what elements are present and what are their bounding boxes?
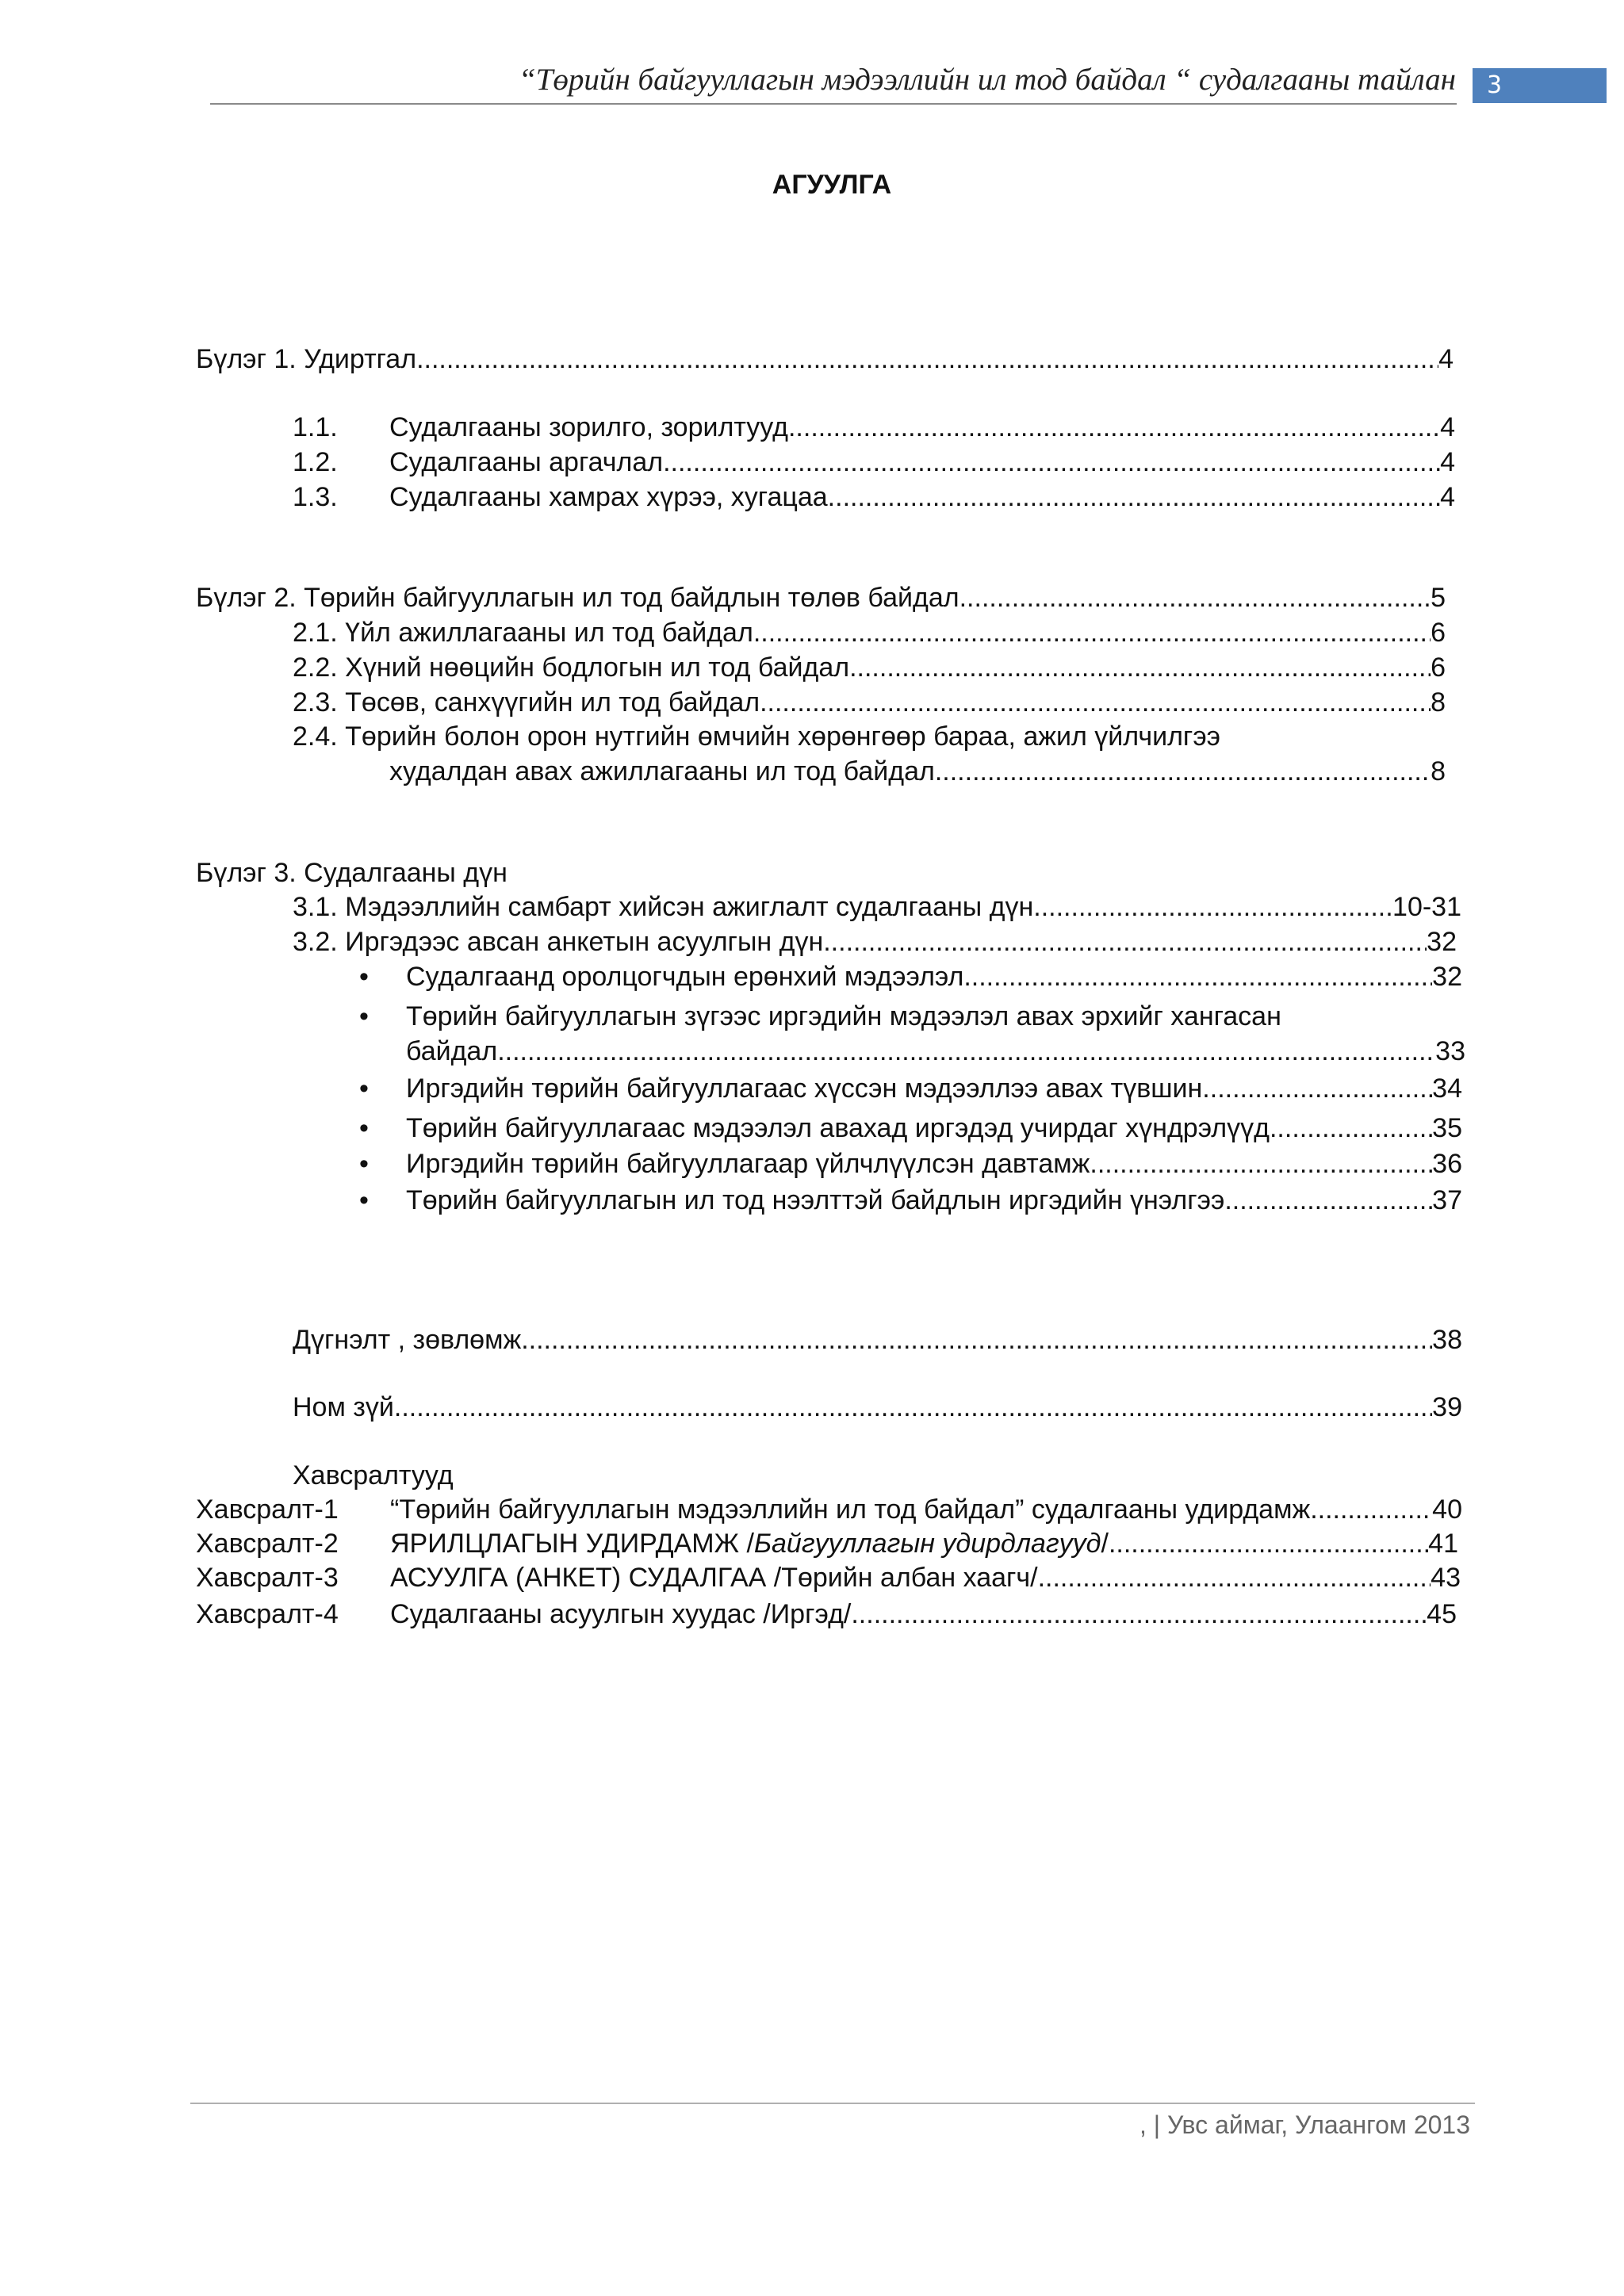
toc-page-number: 40: [1432, 1494, 1462, 1525]
toc-dot-leader: [823, 925, 1427, 959]
toc-entry-label-italic: Байгууллагын удирдлагууд: [753, 1529, 1101, 1559]
toc-entry-3-1[interactable]: [293, 890, 1461, 924]
toc-page-number: 39: [1432, 1392, 1462, 1422]
toc-page-number: 4: [1438, 344, 1454, 374]
toc-entry-label: Бүлэг 2. Төрийн байгууллагын ил тод байдлын төлөв байдал: [196, 583, 959, 613]
toc-entry-appendix-4[interactable]: [196, 1598, 1457, 1631]
toc-entry-label: байдал: [406, 1036, 498, 1066]
toc-entry-label: Судалгааны зорилго, зорилтууд: [389, 412, 788, 442]
toc-entry-label: Иргэдийн төрийн байгууллагаар үйлчлүүлсэн давтамж: [406, 1149, 1090, 1179]
toc-page-number: 5: [1431, 583, 1446, 613]
toc-page-number: 38: [1432, 1325, 1462, 1355]
toc-entry-label: /: [1101, 1529, 1109, 1559]
toc-entry-chapter-1[interactable]: [196, 342, 1454, 376]
toc-entry-appendix-3[interactable]: [196, 1561, 1461, 1594]
header-divider: [210, 103, 1457, 105]
bullet-icon: •: [359, 962, 369, 992]
toc-page-number: 4: [1440, 447, 1455, 477]
toc-page-number: 33: [1435, 1036, 1465, 1066]
toc-page-number: 35: [1432, 1113, 1462, 1143]
toc-bullet-entry-line1[interactable]: Төрийн байгууллагын зүгээс иргэдийн мэдээлэл авах эрхийг хангасан: [406, 1001, 1281, 1031]
toc-entry-2-2[interactable]: [293, 651, 1446, 684]
toc-entry-3-2[interactable]: [293, 925, 1457, 959]
toc-dot-leader: [416, 342, 1438, 376]
bullet-icon: •: [359, 1185, 369, 1215]
toc-dot-leader: [1310, 1493, 1432, 1526]
toc-page-number: 10-31: [1392, 892, 1461, 922]
toc-entry-number: Хавсралт-4: [196, 1599, 339, 1629]
toc-entry-1-3[interactable]: [293, 480, 1455, 514]
toc-dot-leader: [760, 686, 1431, 719]
toc-entry-number: Хавсралт-1: [196, 1494, 339, 1525]
toc-dot-leader: [394, 1391, 1432, 1424]
toc-page-number: 4: [1440, 412, 1455, 442]
toc-entry-label: Төрийн байгууллагаас мэдээлэл авахад иргэдэд учирдаг хүндрэлүүд: [406, 1113, 1270, 1143]
toc-dot-leader: [788, 411, 1440, 444]
toc-dot-leader: [1090, 1147, 1432, 1181]
toc-dot-leader: [849, 651, 1431, 684]
toc-page-number: 6: [1431, 652, 1446, 683]
toc-entry-label: “Төрийн байгууллагын мэдээллийн ил тод байдал” судалгааны удирдамж: [390, 1494, 1311, 1525]
toc-dot-leader: [663, 446, 1440, 479]
toc-page-number: 36: [1432, 1149, 1462, 1179]
toc-page-number: 4: [1440, 482, 1455, 512]
toc-entry-label: 2.1. Үйл ажиллагааны ил тод байдал: [293, 618, 753, 648]
toc-entry-chapter-2[interactable]: [196, 581, 1446, 614]
toc-dot-leader: [959, 581, 1431, 614]
toc-entry-2-4-line1[interactable]: 2.4. Төрийн болон орон нутгийн өмчийн хөрөнгөөр бараа, ажил үйлчилгээ: [293, 721, 1221, 752]
toc-bullet-entry[interactable]: [406, 960, 1462, 993]
toc-dot-leader: [521, 1323, 1432, 1357]
toc-entry-label: Судалгааны хамрах хүрээ, хугацаа: [389, 482, 828, 512]
toc-dot-leader: [935, 755, 1431, 788]
toc-dot-leader: [1109, 1527, 1428, 1560]
toc-entry-label: 3.2. Иргэдээс авсан анкетын асуулгын дүн: [293, 927, 824, 957]
toc-page-number: 43: [1431, 1563, 1461, 1593]
toc-entry-2-1[interactable]: [293, 616, 1446, 649]
toc-entry-1-1[interactable]: [293, 411, 1455, 444]
toc-entry-number: 1.2.: [293, 447, 338, 477]
toc-entry-label: 3.1. Мэдээллийн самбарт хийсэн ажиглалт судалгааны дүн: [293, 892, 1034, 922]
toc-page-number: 41: [1428, 1529, 1458, 1559]
toc-entry-1-2[interactable]: [293, 446, 1455, 479]
toc-entry-label: Судалгааны аргачлал: [389, 447, 664, 477]
toc-bullet-entry[interactable]: [406, 1112, 1462, 1145]
toc-bullet-entry[interactable]: [406, 1184, 1462, 1217]
bullet-icon: •: [359, 1073, 369, 1104]
toc-entry-bibliography[interactable]: [293, 1391, 1462, 1424]
footer-divider: [190, 2103, 1475, 2104]
toc-entry-label: 2.3. Төсөв, санхүүгийн ил тод байдал: [293, 687, 760, 718]
toc-page-number: 6: [1431, 618, 1446, 648]
toc-dot-leader: [1038, 1561, 1431, 1594]
toc-dot-leader: [963, 960, 1432, 993]
toc-dot-leader: [828, 480, 1440, 514]
toc-entry-number: Хавсралт-2: [196, 1529, 339, 1559]
toc-bullet-entry[interactable]: [406, 1035, 1465, 1068]
toc-page-number: 45: [1427, 1599, 1457, 1629]
toc-entry-label: худалдан авах ажиллагааны ил тод байдал: [389, 756, 935, 786]
toc-entry-label: Ном зүй: [293, 1392, 394, 1422]
toc-dot-leader: [1033, 890, 1392, 924]
toc-entry-appendix-1[interactable]: [196, 1493, 1462, 1526]
toc-bullet-entry[interactable]: [406, 1072, 1462, 1105]
toc-entry-chapter-3[interactable]: Бүлэг 3. Судалгааны дүн: [196, 858, 508, 888]
toc-dot-leader: [753, 616, 1431, 649]
toc-entry-number: 1.1.: [293, 412, 338, 442]
toc-entry-number: 1.3.: [293, 482, 338, 512]
toc-entry-number: Хавсралт-3: [196, 1563, 339, 1593]
toc-entry-label: Төрийн байгууллагын ил тод нээлттэй байдлын иргэдийн үнэлгээ: [406, 1185, 1225, 1215]
toc-entry-label: 2.2. Хүний нөөцийн бодлогын ил тод байдал: [293, 652, 850, 683]
toc-dot-leader: [1270, 1112, 1432, 1145]
toc-entry-label: АСУУЛГА (АНКЕТ) СУДАЛГАА /Төрийн албан хаагч/: [390, 1563, 1038, 1593]
toc-page-number: 32: [1432, 962, 1462, 992]
toc-page-number: 34: [1432, 1073, 1462, 1104]
bullet-icon: •: [359, 1149, 369, 1179]
page-title: АГУУЛГА: [772, 170, 892, 200]
toc-entry-label: ЯРИЛЦЛАГЫН УДИРДАМЖ /: [390, 1529, 754, 1559]
toc-entry-appendix-2[interactable]: [196, 1527, 1458, 1560]
toc-entry-2-4[interactable]: [389, 755, 1446, 788]
toc-dot-leader: [1202, 1072, 1432, 1105]
toc-dot-leader: [497, 1035, 1435, 1068]
toc-entry-conclusion[interactable]: [293, 1323, 1462, 1357]
toc-page-number: 32: [1427, 927, 1457, 957]
toc-bullet-entry[interactable]: [406, 1147, 1462, 1181]
toc-entry-2-3[interactable]: [293, 686, 1446, 719]
toc-dot-leader: [1224, 1184, 1432, 1217]
toc-dot-leader: [851, 1598, 1427, 1631]
running-header-title: “Төрийн байгууллагын мэдээллийн ил тод байдал “ судалгааны тайлан: [519, 63, 1456, 97]
bullet-icon: •: [359, 1113, 369, 1143]
toc-entry-label: Судалгаанд оролцогчдын ерөнхий мэдээлэл: [406, 962, 964, 992]
page-number-badge: 3: [1473, 68, 1607, 103]
footer-text: , | Увс аймаг, Улаангом 2013: [1139, 2110, 1470, 2139]
toc-entry-label: Дүгнэлт , зөвлөмж: [293, 1325, 522, 1355]
toc-entry-label: Иргэдийн төрийн байгууллагаас хүссэн мэдээллээ авах түвшин: [406, 1073, 1203, 1104]
toc-entry-label: Бүлэг 1. Удиртгал: [196, 344, 417, 374]
toc-page-number: 8: [1431, 687, 1446, 718]
toc-page-number: 8: [1431, 756, 1446, 786]
bullet-icon: •: [359, 1001, 369, 1031]
toc-entry-label: Судалгааны асуулгын хуудас /Иргэд/: [390, 1599, 852, 1629]
toc-page-number: 37: [1432, 1185, 1462, 1215]
toc-appendices-heading: Хавсралтууд: [293, 1460, 454, 1490]
